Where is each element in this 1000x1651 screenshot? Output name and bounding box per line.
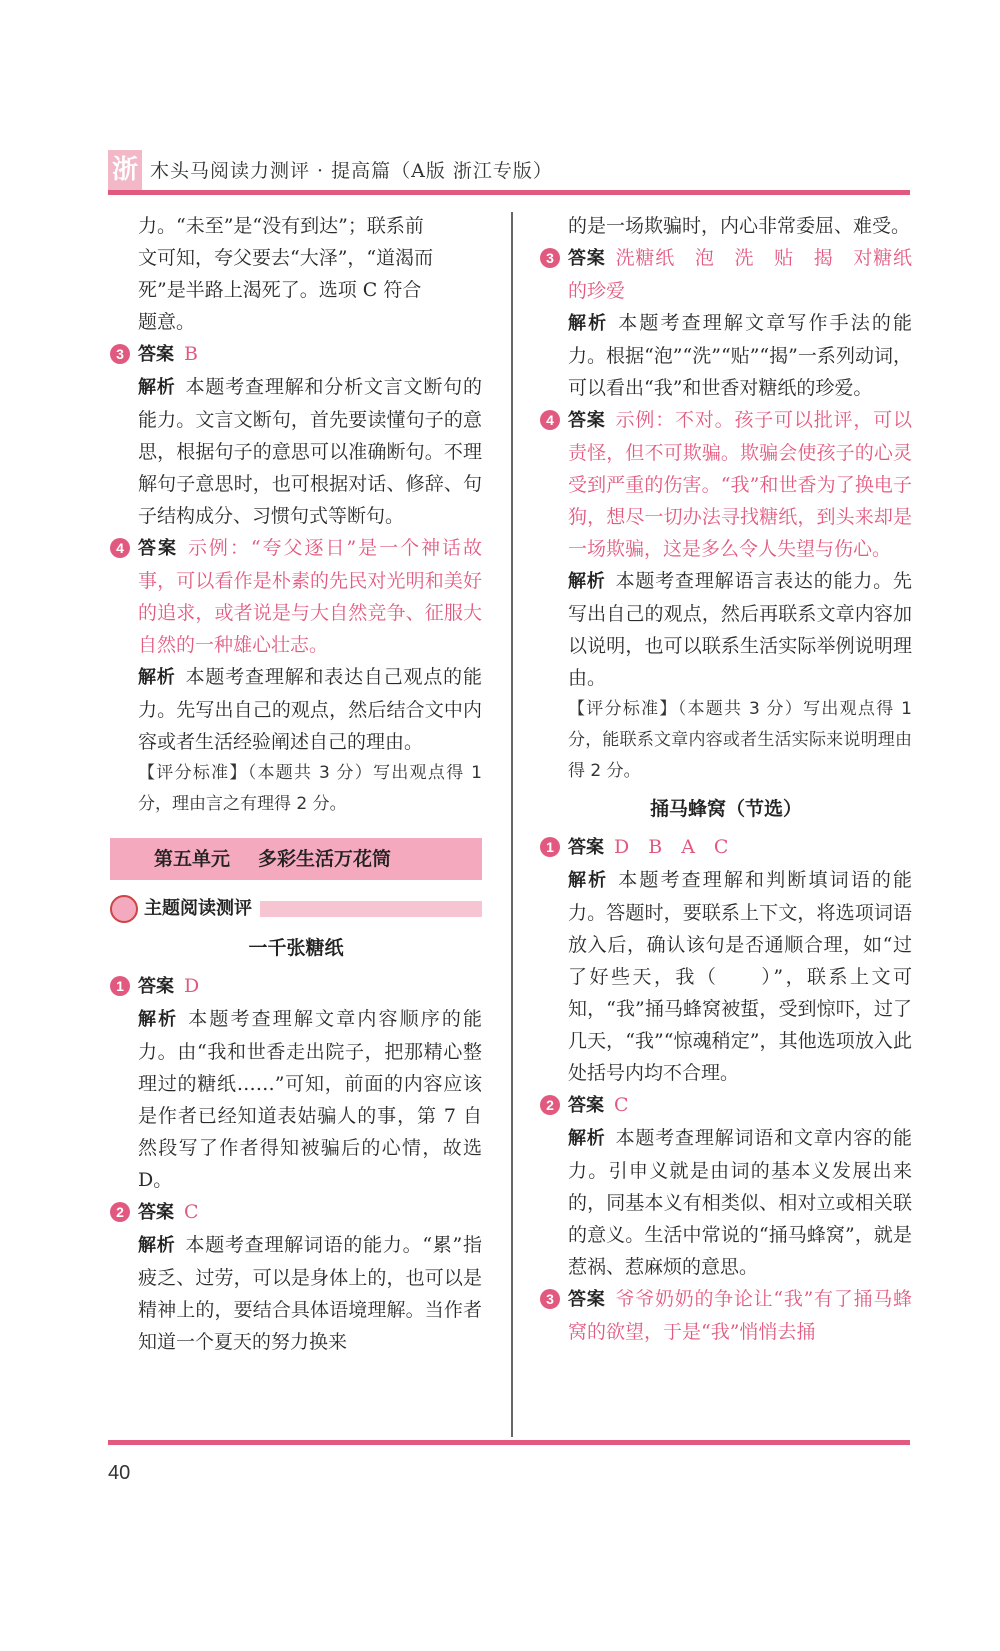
question-number: 1 bbox=[540, 837, 560, 857]
analysis bbox=[110, 371, 482, 532]
analysis-text: 本题考查理解和判断填词语的能力。答题时，要联系上下文，将选项词语放入后，确认该句是否通顺合理，如“过了好些天，我（ ）”，联系上文可知，“我”捅马蜂窝被蜇，受到惊吓，过了几天，“我”“惊魂稍定”，其他选项放入此处括号内均不合理。 bbox=[568, 869, 912, 1084]
intro-line-4: 题意。 bbox=[138, 311, 196, 333]
header-rule bbox=[108, 190, 910, 195]
section-label: 主题阅读测评 bbox=[144, 898, 252, 919]
scoring-criteria: 【评分标准】（本题共 3 分）写出观点得 1 分，能联系文章内容或者生活实际来说明理由得 2 分。 bbox=[568, 699, 912, 781]
story1-question-4 bbox=[540, 404, 912, 565]
analysis-text: 本题考查理解词语和文章内容的能力。引申义就是由词的基本义发展出来的，同基本义有相类似、相对立或相关联的意义。生活中常说的“捅马蜂窝”，就是惹祸、惹麻烦的意思。 bbox=[568, 1127, 912, 1278]
answer-text: C bbox=[614, 1094, 629, 1116]
question-3 bbox=[110, 338, 482, 371]
story-title: 捅马蜂窝（节选） bbox=[649, 798, 802, 820]
unit-name: 第五单元 bbox=[154, 848, 231, 870]
header-title: 木头马阅读力测评 · 提高篇（A版 浙江专版） bbox=[150, 160, 553, 182]
answer-label: 答案 bbox=[568, 837, 604, 858]
analysis bbox=[110, 661, 482, 758]
story1-question-2 bbox=[110, 1196, 482, 1229]
right-column bbox=[540, 210, 912, 1348]
analysis-label: 解析 bbox=[568, 313, 609, 334]
intro-line-2: 文可知，夸父要去“大泽”，“道渴而 bbox=[138, 247, 434, 269]
answer-text: 示例：“夸父逐日”是一个神话故事，可以看作是朴素的先民对光明和美好的追求，或者说是与大自然竞争、征服大自然的一种雄心壮志。 bbox=[138, 537, 482, 656]
answer-text: B bbox=[184, 343, 198, 365]
analysis-text: 本题考查理解语言表达的能力。先写出自己的观点，然后再联系文章内容加以说明，也可以联系生活实际举例说明理由。 bbox=[568, 570, 912, 689]
analysis-text: 本题考查理解和分析文言文断句的能力。文言文断句，首先要读懂句子的意思，根据句子的意思可以准确断句。不理解句子意思时，也可根据对话、修辞、句子结构成分、习惯句式等断句。 bbox=[138, 376, 482, 527]
intro-line-1: 力。“未至”是“没有到达”；联系前 bbox=[138, 215, 424, 237]
question-4 bbox=[110, 532, 482, 661]
answer-label: 答案 bbox=[138, 344, 174, 365]
question-number: 4 bbox=[540, 410, 560, 430]
story-title: 一千张糖纸 bbox=[248, 937, 344, 959]
analysis bbox=[540, 1122, 912, 1283]
answer-label: 答案 bbox=[568, 1289, 606, 1310]
mascot-icon bbox=[110, 895, 138, 923]
answer-label: 答案 bbox=[138, 976, 174, 997]
answer-text: D B A C bbox=[614, 836, 729, 858]
question-number: 3 bbox=[540, 1289, 560, 1309]
answer-text: 洗糖纸 泡 洗 贴 揭 对糖纸的珍爱 bbox=[568, 247, 912, 302]
answer-label: 答案 bbox=[138, 538, 178, 559]
answer-label: 答案 bbox=[568, 410, 606, 431]
left-column bbox=[110, 210, 482, 1358]
analysis-text: 本题考查理解和表达自己观点的能力。先写出自己的观点，然后结合文中内容或者生活经验阐述自己的理由。 bbox=[138, 666, 482, 753]
question-number: 1 bbox=[110, 976, 130, 996]
page-number: 40 bbox=[108, 1462, 131, 1484]
analysis-text: 本题考查理解文章内容顺序的能力。由“我和世香走出院子，把那精心整理过的糖纸……”可知，前面的内容应该是作者已经知道表姑骗人的事，第 7 自然段写了作者得知被骗后的心情，故选 D。 bbox=[138, 1008, 482, 1191]
analysis-label: 解析 bbox=[138, 667, 176, 688]
intro-line-3: 死”是半路上渴死了。选项 C 符合 bbox=[138, 279, 422, 301]
analysis-text: 本题考查理解文章写作手法的能力。根据“泡”“洗”“贴”“揭”一系列动词，可以看出“我”和世香对糖纸的珍爱。 bbox=[568, 312, 912, 399]
answer-text: D bbox=[184, 975, 200, 997]
question-number: 2 bbox=[540, 1095, 560, 1115]
analysis bbox=[540, 565, 912, 694]
analysis-label: 解析 bbox=[568, 1128, 606, 1149]
story2-question-3 bbox=[540, 1283, 912, 1348]
story1-question-1 bbox=[110, 970, 482, 1003]
story1-question-3 bbox=[540, 242, 912, 307]
section-header bbox=[110, 892, 482, 926]
question-number: 3 bbox=[110, 344, 130, 364]
unit-banner bbox=[110, 838, 482, 880]
answer-label: 答案 bbox=[138, 1202, 174, 1223]
answer-label: 答案 bbox=[568, 248, 606, 269]
analysis-label: 解析 bbox=[138, 1235, 176, 1256]
analysis-label: 解析 bbox=[138, 1009, 179, 1030]
column-divider bbox=[511, 212, 513, 1437]
section-stripe bbox=[260, 901, 482, 917]
question-number: 2 bbox=[110, 1202, 130, 1222]
analysis-label: 解析 bbox=[568, 870, 609, 891]
header-badge: 浙 bbox=[108, 150, 142, 190]
story2-question-2 bbox=[540, 1089, 912, 1122]
answer-text: 爷爷奶奶的争论让“我”有了捅马蜂窝的欲望，于是“我”悄悄去捅 bbox=[568, 1288, 912, 1343]
analysis bbox=[110, 1003, 482, 1196]
question-number: 3 bbox=[540, 248, 560, 268]
footer-rule bbox=[108, 1440, 910, 1445]
answer-label: 答案 bbox=[568, 1095, 604, 1116]
analysis-label: 解析 bbox=[568, 571, 606, 592]
story2-question-1 bbox=[540, 831, 912, 864]
analysis bbox=[540, 307, 912, 404]
right-intro: 的是一场欺骗时，内心非常委屈、难受。 bbox=[568, 215, 911, 237]
unit-title: 多彩生活万花筒 bbox=[258, 848, 392, 870]
scoring-criteria: 【评分标准】（本题共 3 分）写出观点得 1 分，理由言之有理得 2 分。 bbox=[138, 763, 482, 814]
question-number: 4 bbox=[110, 538, 130, 558]
analysis-text: 本题考查理解词语的能力。“累”指疲乏、过劳，可以是身体上的，也可以是精神上的，要结合具体语境理解。当作者知道一个夏天的努力换来 bbox=[138, 1234, 482, 1353]
analysis bbox=[540, 864, 912, 1089]
answer-text: 示例：不对。孩子可以批评，可以责怪，但不可欺骗。欺骗会使孩子的心灵受到严重的伤害。“我”和世香为了换电子狗，想尽一切办法寻找糖纸，到头来却是一场欺骗，这是多么令人失望与伤心。 bbox=[568, 409, 912, 560]
answer-text: C bbox=[184, 1201, 199, 1223]
analysis-label: 解析 bbox=[138, 377, 176, 398]
analysis bbox=[110, 1229, 482, 1358]
